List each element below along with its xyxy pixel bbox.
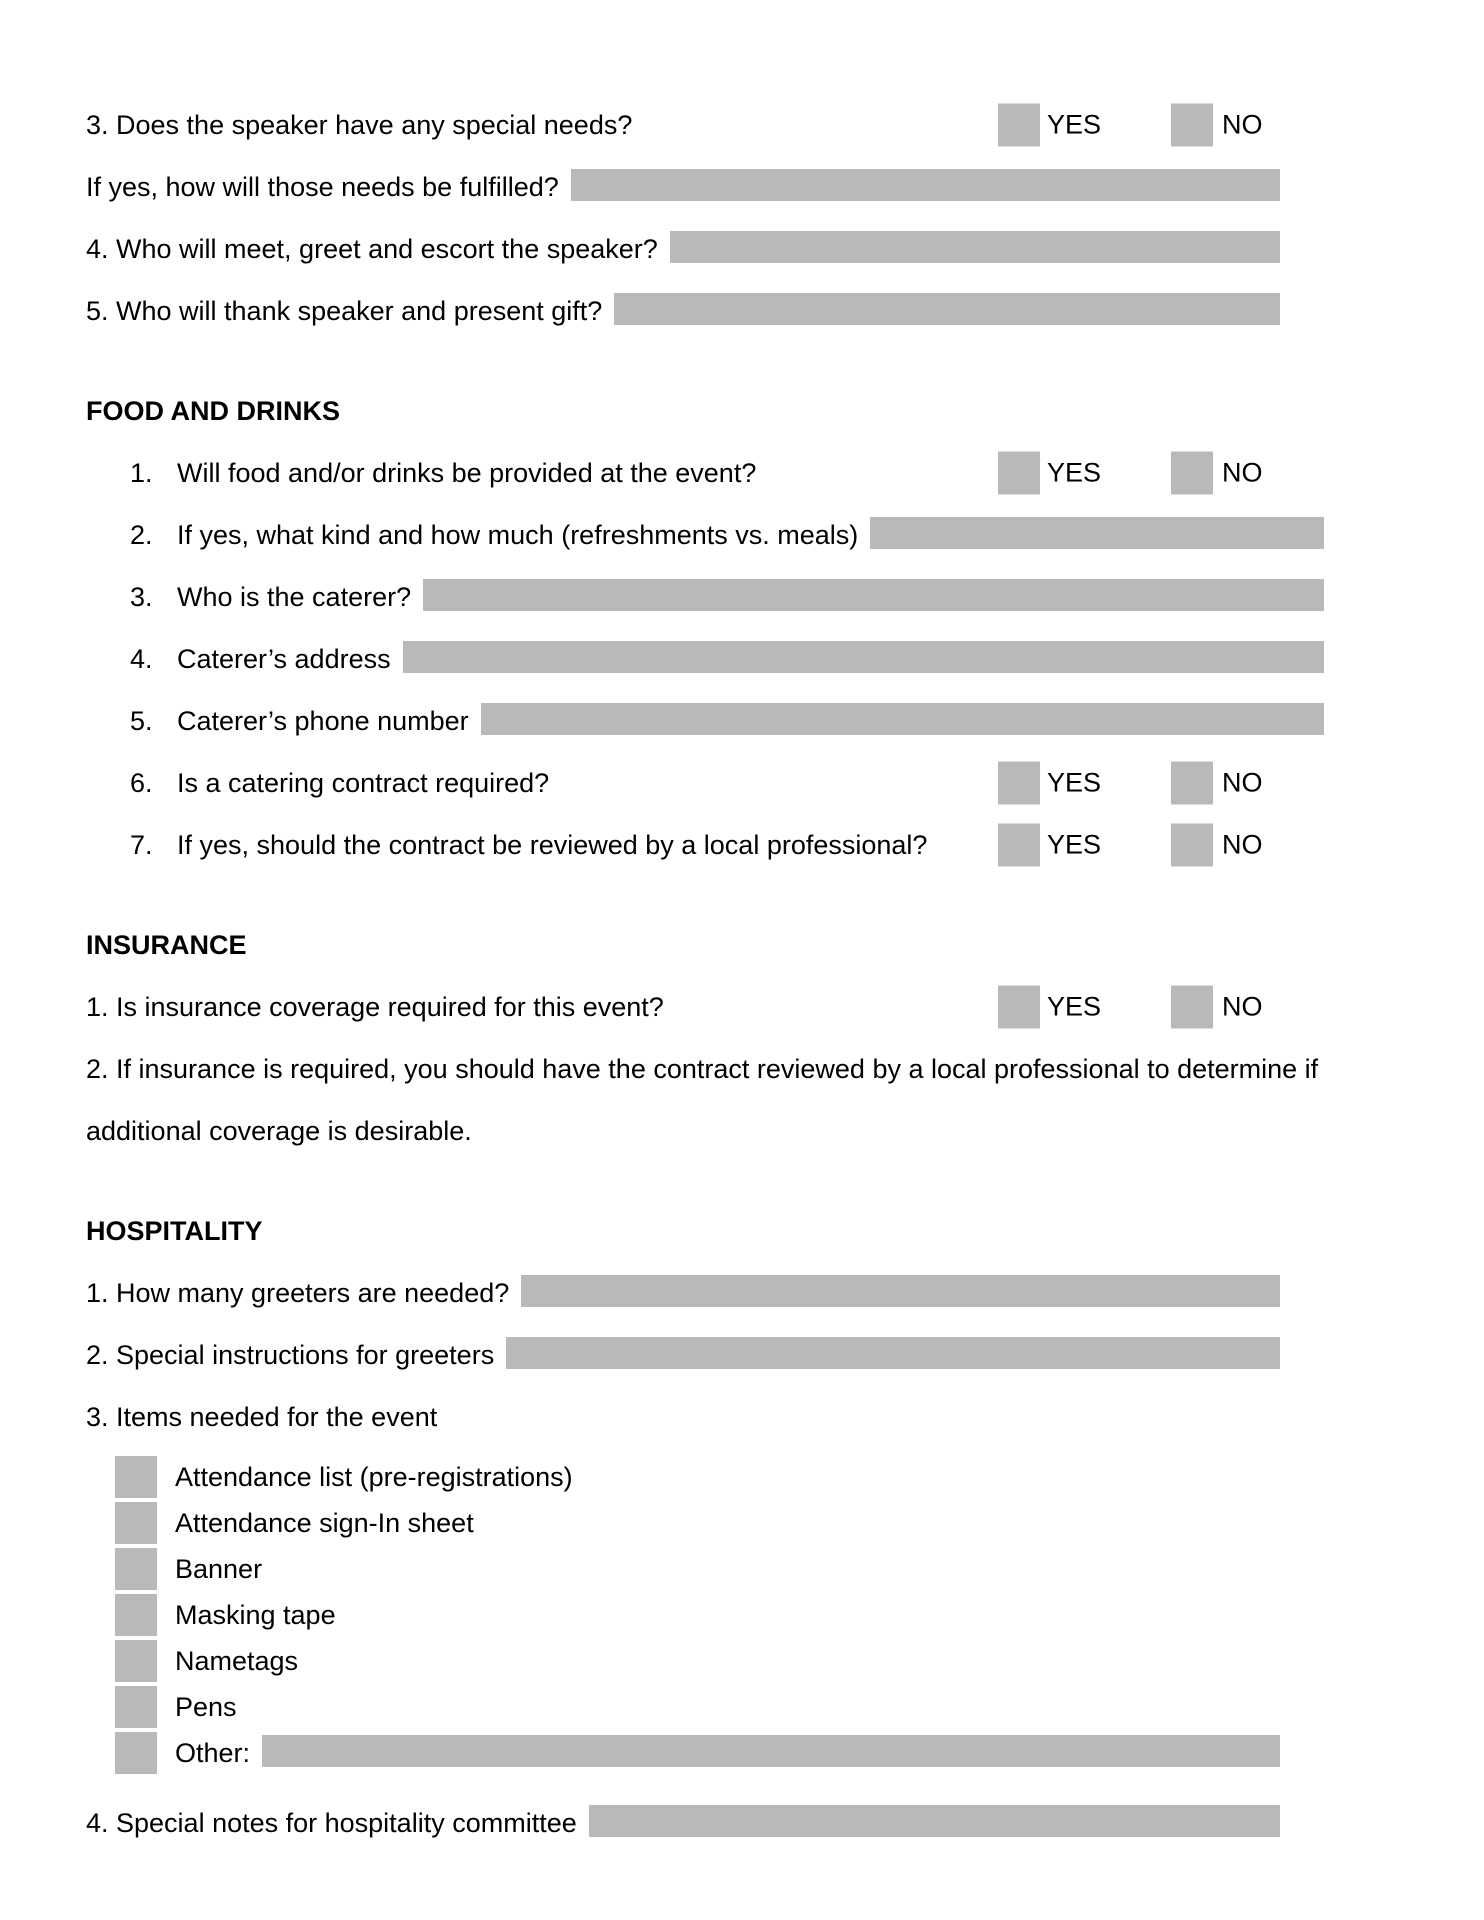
section-heading-label: FOOD AND DRINKS [86,395,340,426]
answer-field[interactable] [423,579,1324,611]
question-row-meet-greet-escort [86,218,1280,280]
checklist-item-other [86,1730,1280,1776]
no-checkbox[interactable] [1171,452,1213,495]
question-label: Who is the caterer? [177,581,412,612]
question-label: 1. Is insurance coverage required for this event? [86,991,664,1022]
item-label: Attendance list (pre-registrations) [175,1461,573,1492]
insurance-note-line-1 [86,1038,1319,1100]
question-label: If yes, what kind and how much (refreshments vs. meals) [177,519,859,550]
question-label: If yes, how will those needs be fulfilled? [86,171,559,202]
answer-field[interactable] [614,293,1280,325]
no-checkbox[interactable] [1171,762,1213,805]
note-text: 2. If insurance is required, you should have the contract reviewed by a local professional to determine if [86,1053,1319,1084]
answer-field[interactable] [589,1805,1280,1837]
checklist-item-signin-sheet [86,1500,1280,1546]
item-checkbox[interactable] [115,1640,157,1682]
question-row-needs-fulfilled [86,156,1280,218]
form-content [86,0,1319,1854]
question-row-catering-contract-required [86,752,1324,814]
question-label: 5. Who will thank speaker and present gift? [86,295,603,326]
question-row-insurance-required [86,976,1280,1038]
yes-checkbox[interactable] [998,104,1040,147]
section-heading-insurance [86,914,1280,976]
question-row-thank-present-gift [86,280,1280,342]
item-checkbox[interactable] [115,1594,157,1636]
other-field[interactable] [262,1735,1280,1767]
item-checkbox[interactable] [115,1548,157,1590]
checklist-item-masking-tape [86,1592,1280,1638]
question-label: 3. Items needed for the event [86,1401,438,1432]
question-row-how-many-greeters [86,1262,1280,1324]
note-text: additional coverage is desirable. [86,1115,472,1146]
section-heading-label: INSURANCE [86,929,247,960]
no-checkbox[interactable] [1171,986,1213,1029]
yes-checkbox[interactable] [998,986,1040,1029]
checklist-item-banner [86,1546,1280,1592]
no-checkbox[interactable] [1171,104,1213,147]
question-label: 4. Special notes for hospitality committee [86,1807,577,1838]
item-number: 4. [130,643,153,674]
yes-label: YES [1047,829,1102,860]
yes-checkbox[interactable] [998,452,1040,495]
answer-field[interactable] [506,1337,1280,1369]
insurance-note-line-2 [86,1100,1280,1162]
yes-label: YES [1047,767,1102,798]
items-checklist [86,1454,1280,1776]
item-number: 2. [130,519,153,550]
question-label: Caterer’s address [177,643,391,674]
item-number: 6. [130,767,153,798]
item-label: Pens [175,1691,237,1722]
item-label: Other: [175,1737,251,1768]
yes-checkbox[interactable] [998,824,1040,867]
question-row-who-is-caterer [86,566,1324,628]
question-label: 1. How many greeters are needed? [86,1277,510,1308]
item-number: 5. [130,705,153,736]
checklist-item-pens [86,1684,1280,1730]
item-checkbox[interactable] [115,1502,157,1544]
no-label: NO [1222,109,1263,140]
question-label: If yes, should the contract be reviewed by a local professional? [177,829,928,860]
answer-field[interactable] [571,169,1280,201]
item-number: 7. [130,829,153,860]
item-label: Attendance sign-In sheet [175,1507,474,1538]
answer-field[interactable] [481,703,1324,735]
question-label: 4. Who will meet, greet and escort the speaker? [86,233,658,264]
question-row-caterer-address [86,628,1324,690]
question-row-greeter-instructions [86,1324,1280,1386]
answer-field[interactable] [403,641,1324,673]
no-label: NO [1222,829,1263,860]
section-heading-label: HOSPITALITY [86,1215,263,1246]
section-heading-food-and-drinks [86,380,1280,442]
item-label: Nametags [175,1645,299,1676]
yes-label: YES [1047,457,1102,488]
question-label: Is a catering contract required? [177,767,550,798]
question-label: 2. Special instructions for greeters [86,1339,495,1370]
answer-field[interactable] [870,517,1324,549]
question-row-contract-reviewed [86,814,1324,876]
question-label: Will food and/or drinks be provided at the event? [177,457,757,488]
no-label: NO [1222,767,1263,798]
question-row-what-kind-how-much [86,504,1324,566]
item-label: Masking tape [175,1599,336,1630]
question-row-special-notes [86,1792,1280,1854]
item-number: 1. [130,457,153,488]
no-checkbox[interactable] [1171,824,1213,867]
checklist-item-nametags [86,1638,1280,1684]
yes-label: YES [1047,991,1102,1022]
checklist-item-attendance-list [86,1454,1280,1500]
question-label: 3. Does the speaker have any special needs? [86,109,633,140]
answer-field[interactable] [521,1275,1280,1307]
item-checkbox[interactable] [115,1686,157,1728]
section-heading-hospitality [86,1200,1280,1262]
question-row-caterer-phone [86,690,1324,752]
question-row-items-needed [86,1386,1280,1448]
yes-label: YES [1047,109,1102,140]
question-row-food-provided [86,442,1324,504]
item-checkbox[interactable] [115,1732,157,1774]
item-label: Banner [175,1553,263,1584]
answer-field[interactable] [670,231,1280,263]
no-label: NO [1222,991,1263,1022]
item-number: 3. [130,581,153,612]
question-row-speaker-special-needs [86,94,1280,156]
item-checkbox[interactable] [115,1456,157,1498]
question-label: Caterer’s phone number [177,705,469,736]
no-label: NO [1222,457,1263,488]
yes-checkbox[interactable] [998,762,1040,805]
